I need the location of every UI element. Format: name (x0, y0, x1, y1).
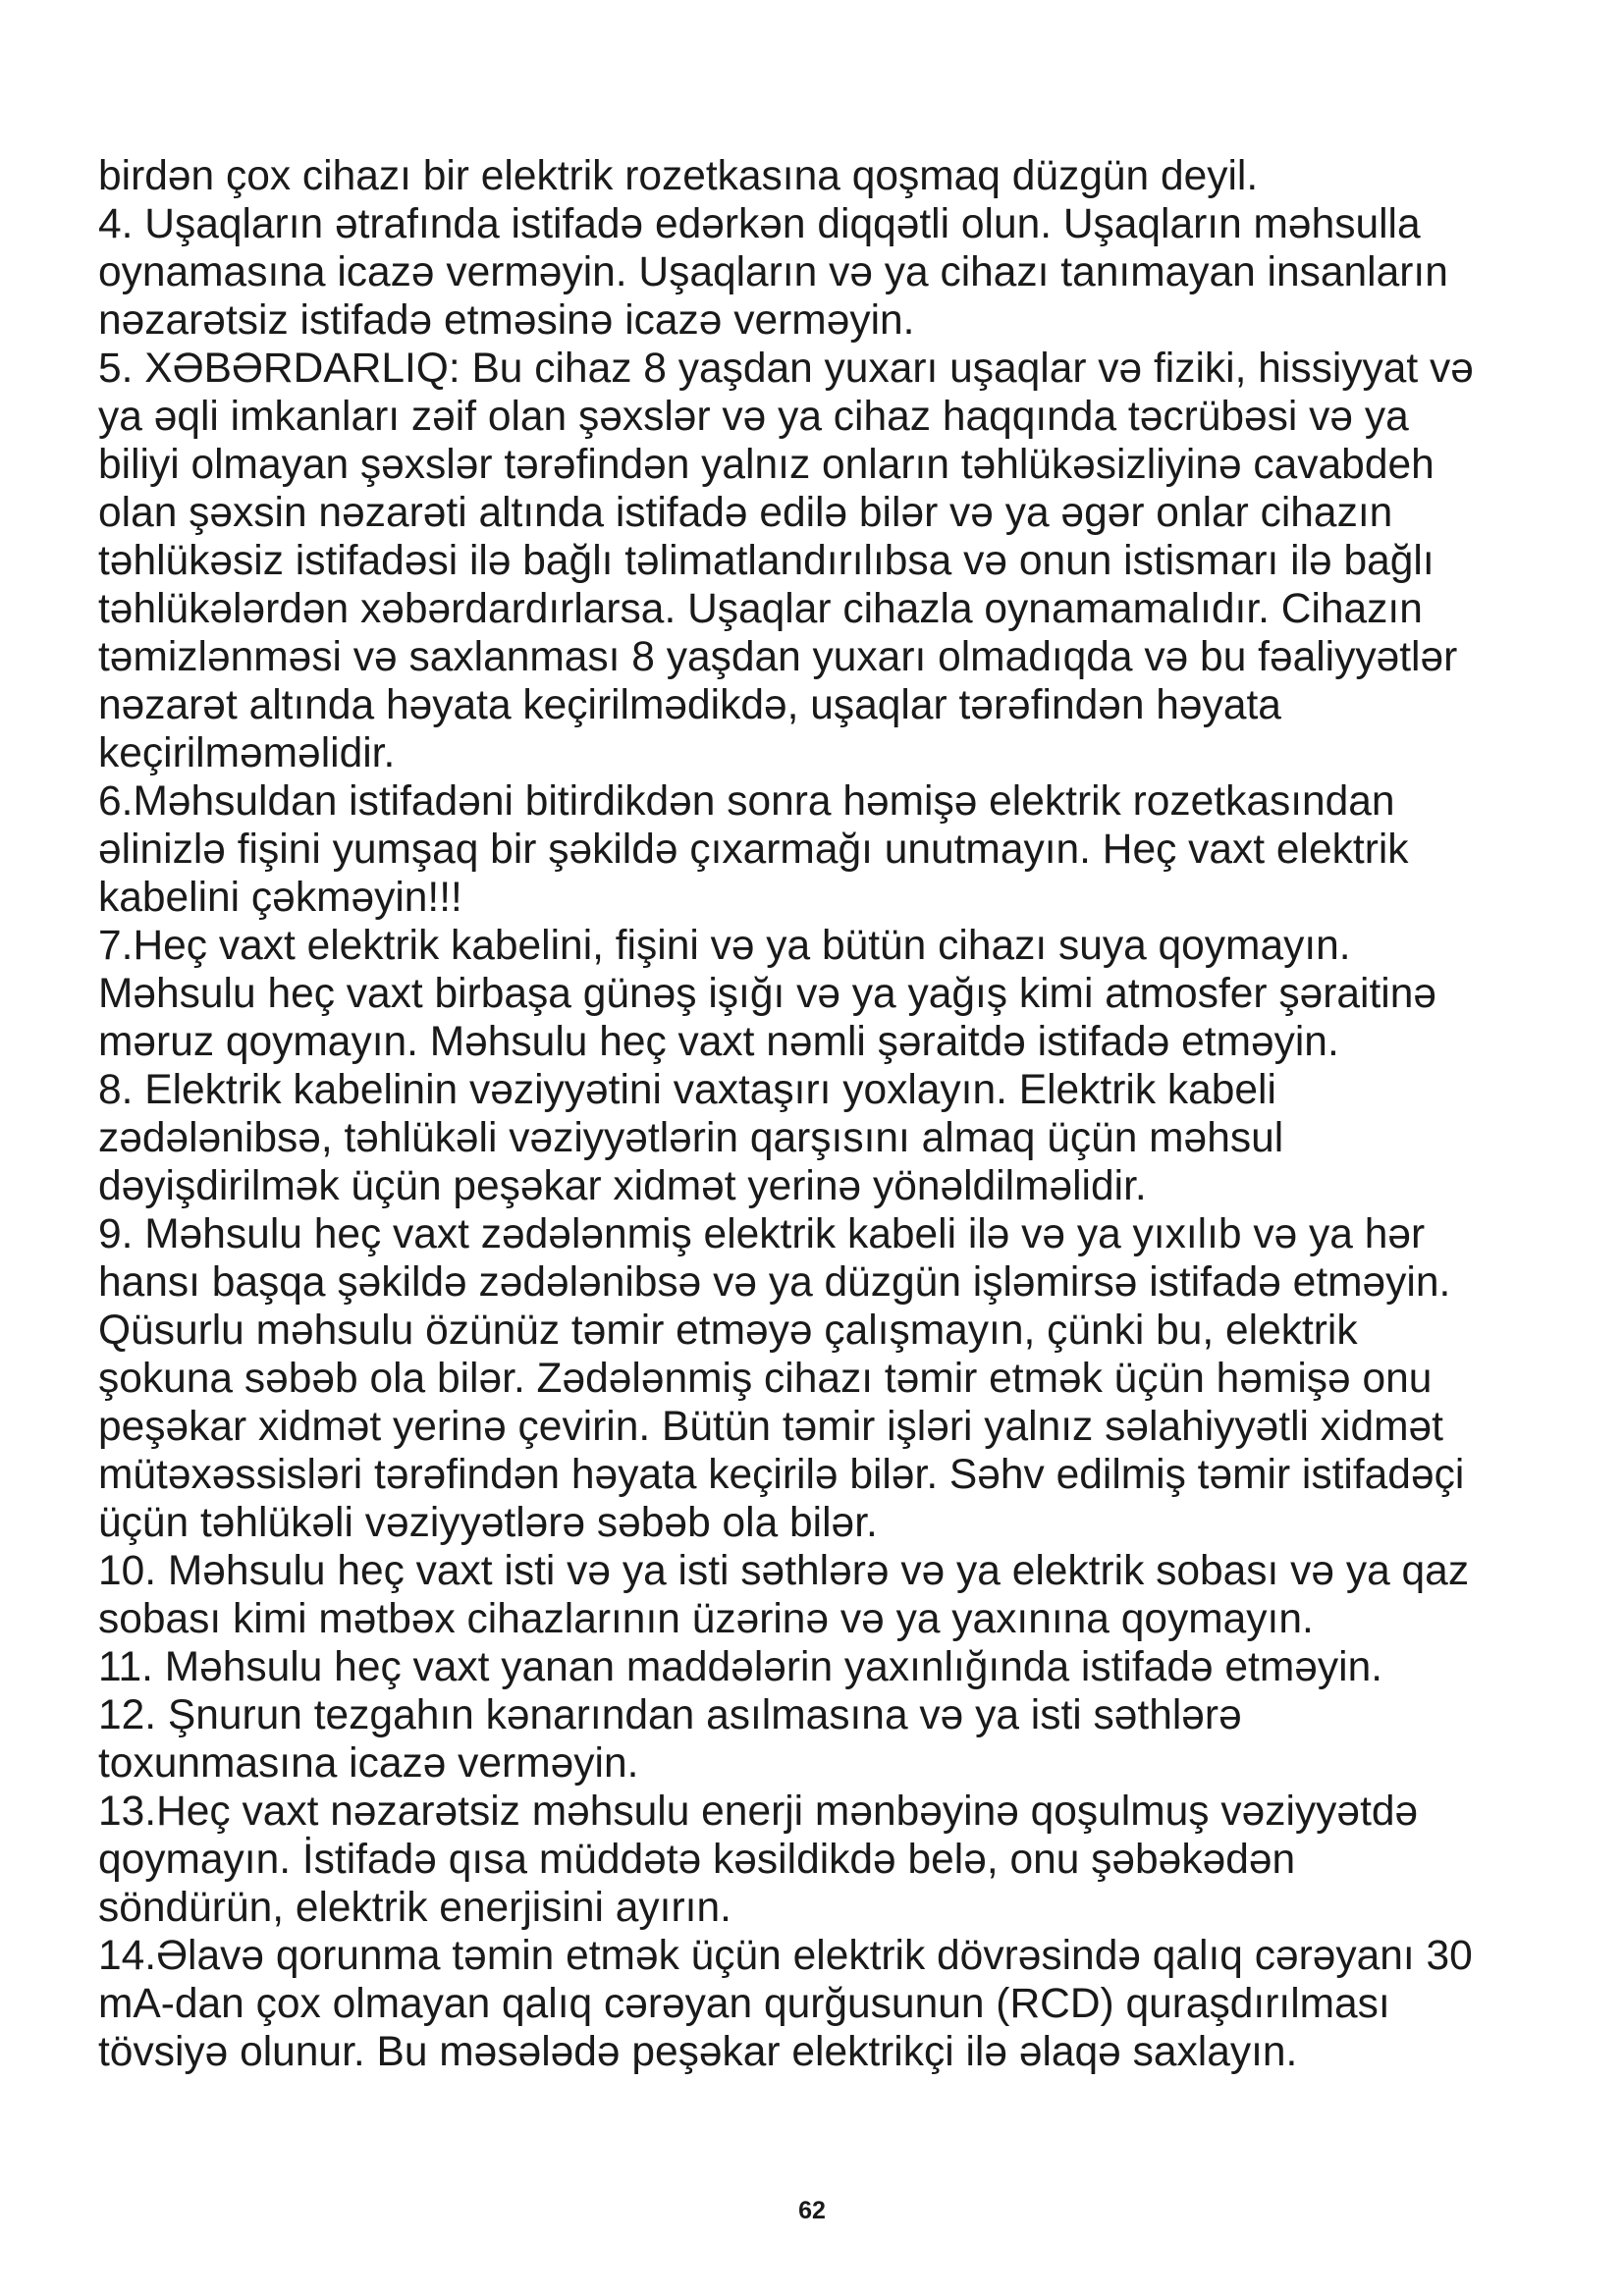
text-line: söndürün, elektrik enerjisini ayırın. (98, 1885, 731, 1931)
text-line: nəzarət altında həyata keçirilmədikdə, uşaqlar tərəfindən həyata (98, 682, 1281, 728)
text-line: şokuna səbəb ola bilər. Zədələnmiş cihazı təmir etmək üçün həmişə onu (98, 1356, 1433, 1402)
text-line: keçirilməməlidir. (98, 730, 396, 776)
text-line: 8. Elektrik kabelinin vəziyyətini vaxtaşırı yoxlayın. Elektrik kabeli (98, 1067, 1276, 1113)
text-line: kabelini çəkməyin!!! (98, 875, 462, 921)
page-number: 62 (798, 2197, 826, 2224)
text-line: 13.Heç vaxt nəzarətsiz məhsulu enerji mənbəyinə qoşulmuş vəziyyətdə (98, 1789, 1419, 1835)
text-line: 6.Məhsuldan istifadəni bitirdikdən sonra həmişə elektrik rozetkasından (98, 778, 1395, 825)
text-line: məruz qoymayın. Məhsulu heç vaxt nəmli şəraitdə istifadə etməyin. (98, 1019, 1339, 1065)
text-line: hansı başqa şəkildə zədələnibsə və ya düzgün işləmirsə istifadə etməyin. (98, 1259, 1451, 1306)
text-line: 12. Şnurun tezgahın kənarından asılmasına və ya isti səthlərə (98, 1692, 1242, 1738)
text-line: sobası kimi mətbəx cihazlarının üzərinə və ya yaxınına qoymayın. (98, 1596, 1314, 1642)
text-line: birdən çox cihazı bir elektrik rozetkasına qoşmaq düzgün deyil. (98, 153, 1259, 199)
text-line: oynamasına icazə verməyin. Uşaqların və ya cihazı tanımayan insanların (98, 249, 1448, 295)
text-line: təhlükəsiz istifadəsi ilə bağlı təlimatlandırılıbsa və onun istismarı ilə bağlı (98, 538, 1435, 584)
text-line: 9. Məhsulu heç vaxt zədələnmiş elektrik kabeli ilə və ya yıxılıb və ya hər (98, 1211, 1426, 1257)
text-line: üçün təhlükəli vəziyyətlərə səbəb ola bilər. (98, 1500, 878, 1546)
text-line: 7.Heç vaxt elektrik kabelini, fişini və ya bütün cihazı suya qoymayın. (98, 923, 1351, 969)
text-line: qoymayın. İstifadə qısa müddətə kəsildikdə belə, onu şəbəkədən (98, 1837, 1296, 1883)
text-line: 14.Əlavə qorunma təmin etmək üçün elektrik dövrəsində qalıq cərəyanı 30 (98, 1933, 1473, 1979)
text-line: əlinizlə fişini yumşaq bir şəkildə çıxarmağı unutmayın. Heç vaxt elektrik (98, 827, 1409, 873)
text-line: Qüsurlu məhsulu özünüz təmir etməyə çalışmayın, çünki bu, elektrik (98, 1308, 1358, 1354)
text-line: təmizlənməsi və saxlanması 8 yaşdan yuxarı olmadıqda və bu fəaliyyətlər (98, 634, 1458, 680)
text-line: mütəxəssisləri tərəfindən həyata keçirilə bilər. Səhv edilmiş təmir istifadəçi (98, 1452, 1465, 1498)
text-line: ya əqli imkanları zəif olan şəxslər və ya cihaz haqqında təcrübəsi və ya (98, 394, 1409, 440)
text-line: 4. Uşaqların ətrafında istifadə edərkən diqqətli olun. Uşaqların məhsulla (98, 201, 1421, 247)
text-line: təhlükələrdən xəbərdardırlarsa. Uşaqlar cihazla oynamamalıdır. Cihazın (98, 586, 1423, 632)
text-line: 10. Məhsulu heç vaxt isti və ya isti səthlərə və ya elektrik sobası və ya qaz (98, 1548, 1470, 1594)
text-line: olan şəxsin nəzarəti altında istifadə edilə bilər və ya əgər onlar cihazın (98, 490, 1393, 536)
text-line: mA-dan çox olmayan qalıq cərəyan qurğusunun (RCD) quraşdırılması (98, 1981, 1390, 2027)
text-line: dəyişdirilmək üçün peşəkar xidmət yerinə yönəldilməlidir. (98, 1163, 1147, 1209)
text-line: 5. XƏBƏRDARLIQ: Bu cihaz 8 yaşdan yuxarı uşaqlar və fiziki, hissiyyat və (98, 346, 1474, 392)
text-line: nəzarətsiz istifadə etməsinə icazə verməyin. (98, 297, 915, 344)
text-line: 11. Məhsulu heç vaxt yanan maddələrin yaxınlığında istifadə etməyin. (98, 1644, 1383, 1690)
text-line: Məhsulu heç vaxt birbaşa günəş işığı və ya yağış kimi atmosfer şəraitinə (98, 971, 1436, 1017)
text-line: tövsiyə olunur. Bu məsələdə peşəkar elektrikçi ilə əlaqə saxlayın. (98, 2029, 1298, 2075)
text-line: biliyi olmayan şəxslər tərəfindən yalnız onların təhlükəsizliyinə cavabdeh (98, 442, 1435, 488)
text-line: zədələnibsə, təhlükəli vəziyyətlərin qarşısını almaq üçün məhsul (98, 1115, 1284, 1161)
text-line: peşəkar xidmət yerinə çevirin. Bütün təmir işləri yalnız səlahiyyətli xidmət (98, 1404, 1443, 1450)
text-line: toxunmasına icazə verməyin. (98, 1740, 639, 1787)
